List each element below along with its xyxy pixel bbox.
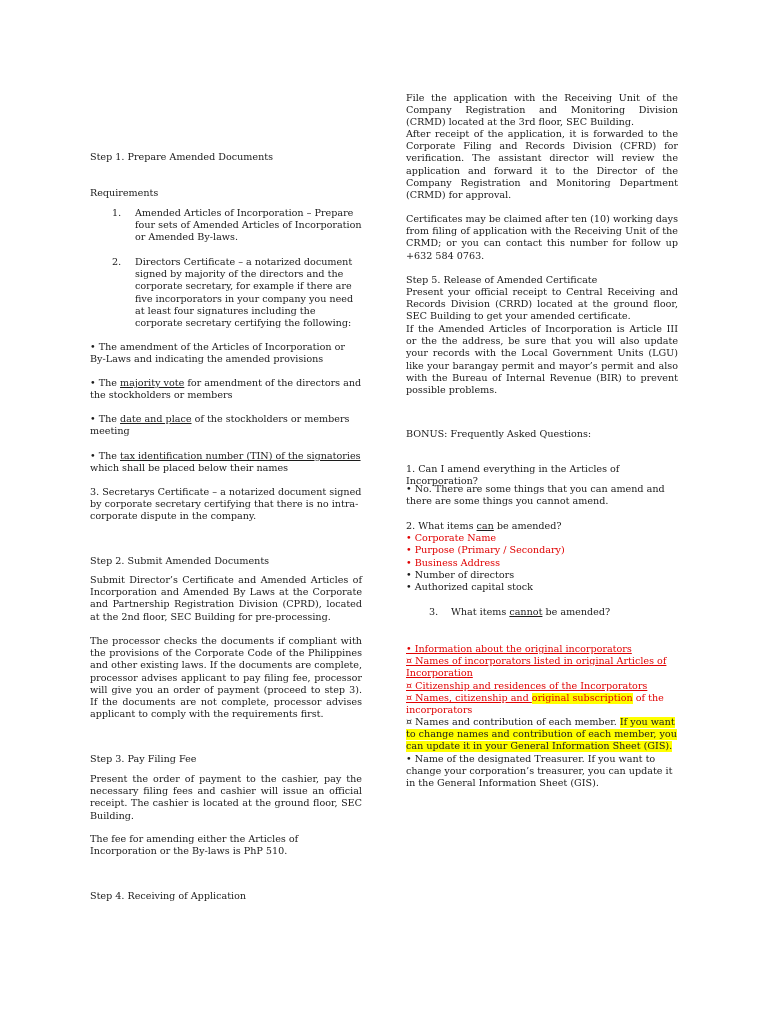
non-amendable-item: • Name of the designated Treasurer. If you want to change your corporation’s treasurer, you can update it in the General Information Sheet (GIS).: [406, 754, 673, 790]
requirement-text: Amended Articles of Incorporation – Prepare four sets of Amended Articles of Incorporation or Amended By-laws.: [135, 208, 362, 244]
requirements-heading: Requirements: [90, 188, 159, 199]
faq-question: 1. Can I amend everything in the Articles of Incorporation?: [406, 464, 620, 488]
requirement-number: 1.: [112, 208, 122, 219]
step4-paragraph: File the application with the Receiving Unit of the Company Registration and Monitoring Division (CRMD) located at the 3rd floor, SEC Building.: [406, 93, 678, 129]
non-amendable-item: ¤ Names and contribution of each member. If you want to change names and contribution of each member, you can update it in your General Information Sheet (GIS).: [406, 717, 677, 753]
faq-question: 2. What items can be amended?: [406, 521, 562, 532]
step5-paragraph: Present your official receipt to Central Receiving and Records Division (CRRD) located at the ground floor, SEC Building to get your amended certificate.: [406, 287, 678, 323]
certificate-bullet: • The tax identification number (TIN) of the signatories which shall be placed below their names: [90, 451, 361, 475]
step3-paragraph: Present the order of payment to the cashier, pay the necessary filing fees and cashier will issue an official receipt. The cashier is located at the ground floor, SEC Building.: [90, 774, 362, 822]
faq-answer: • No. There are some things that you can amend and there are some things you cannot amend.: [406, 484, 665, 508]
step2-paragraph: The processor checks the documents if compliant with the provisions of the Corporate Code of the Philippines and other existing laws. If the documents are complete, processor advises applicant to pay filing fee, processor will give you an order of payment (proceed to step 3). If the documents are not complete, processor advises applicant to comply with the requirements first.: [90, 636, 362, 721]
non-amendable-item: • Information about the original incorporators: [406, 644, 632, 655]
step4-paragraph: After receipt of the application, it is forwarded to the Corporate Filing and Records Division (CFRD) for verification. The assistant director will review the application and forward it to the Director of the Company Registration and Monitoring Department (CRMD) for approval.: [406, 129, 678, 202]
step2-heading: Step 2. Submit Amended Documents: [90, 556, 270, 567]
certificate-bullet: • The amendment of the Articles of Incorporation or By-Laws and indicating the amended provisions: [90, 342, 345, 366]
step5-heading: Step 5. Release of Amended Certificate: [406, 275, 598, 286]
step4-paragraph: Certificates may be claimed after ten (10) working days from filing of application with the Receiving Unit of the CRMD; or you can contact this number for follow up +632 584 0763.: [406, 214, 678, 262]
amendable-item: • Business Address: [406, 558, 501, 569]
amendable-item: • Purpose (Primary / Secondary): [406, 545, 565, 556]
step3-paragraph: The fee for amending either the Articles of Incorporation or the By-laws is PhP 510.: [90, 834, 299, 858]
amendable-item: • Number of directors: [406, 570, 515, 581]
requirements-list-2: [90, 257, 362, 330]
non-amendable-item: ¤ Names, citizenship and original subscription of the incorporators: [406, 693, 664, 717]
requirement-text: Directors Certificate – a notarized document signed by majority of the directors and the corporate secretary, for example if there are five incorporators in your company you need at least four signatures including the corporate secretary certifying the following:: [135, 257, 354, 330]
step1-heading: Step 1. Prepare Amended Documents: [90, 152, 274, 163]
amendable-item: • Corporate Name: [406, 533, 497, 544]
step3-heading: Step 3. Pay Filing Fee: [90, 754, 197, 765]
faq-question: 3. What items cannot be amended?: [429, 607, 611, 618]
certificate-bullet: • The majority vote for amendment of the directors and the stockholders or members: [90, 378, 362, 402]
amendable-item: • Authorized capital stock: [406, 582, 533, 593]
non-amendable-item: ¤ Names of incorporators listed in original Articles of Incorporation: [406, 656, 667, 680]
step4-heading: Step 4. Receiving of Application: [90, 891, 247, 902]
certificate-bullet: • The date and place of the stockholders or members meeting: [90, 414, 350, 438]
requirements-list: [90, 208, 362, 245]
secretary-certificate: 3. Secretarys Certificate – a notarized document signed by corporate secretary certifying that there is no intra-corporate dispute in the company.: [90, 487, 362, 523]
step5-paragraph: If the Amended Articles of Incorporation is Article III or the the address, be sure that you will also update your records with the Local Government Units (LGU) like your barangay permit and mayor’s permit and also with the Bureau of Internal Revenue (BIR) to prevent possible problems.: [406, 324, 678, 397]
requirement-item: [90, 208, 362, 245]
non-amendable-item: ¤ Citizenship and residences of the Incorporators: [406, 681, 648, 692]
step2-paragraph: Submit Director’s Certificate and Amended Articles of Incorporation and Amended By Laws at the Corporate and Partnership Registration Division (CPRD), located at the 2nd floor, SEC Building for pre-processing.: [90, 575, 362, 623]
faq-heading: BONUS: Frequently Asked Questions:: [406, 429, 592, 440]
requirement-number: 2.: [112, 257, 122, 268]
requirement-item: [90, 257, 362, 330]
